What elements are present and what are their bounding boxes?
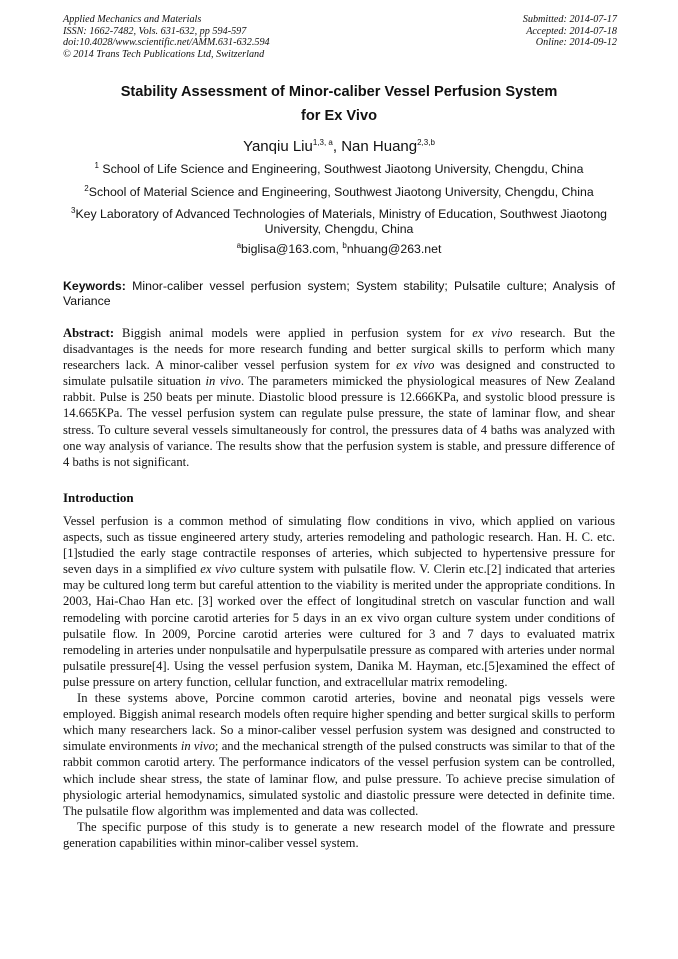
date-accepted: Accepted: 2014-07-18 [526,25,617,37]
affiliation-3-marker: 3 [70,205,76,215]
author-1: Yanqiu Liu [243,138,313,155]
keywords-text: Minor-caliber vessel perfusion system; System stability; Pulsatile culture; Analysis of Variance [63,279,615,308]
journal-info [63,14,270,60]
abstract [63,325,615,470]
journal-copyright: © 2014 Trans Tech Publications Ltd, Switzerland [63,48,265,60]
keywords-label: Keywords: [63,279,126,293]
date-online: Online: 2014-09-12 [535,37,617,49]
author-separator: , [332,138,342,155]
email-b[interactable]: nhuang@263.net [346,242,442,256]
intro-text: culture system with pulsatile flow. V. Clerin etc.[2] indicated that arteries may be cultured long term but careful attention to the viability is merited under the appropriate conditions. In 2003, Hai-Chao Han etc. [3] worked over the effect of longitudinal stretch on vascular function and wall remodeling with porcine carotid arteries for 5 days in an ex vivo organ culture system under conditions of pulsatile flow. In 2009, Porcine carotid arteries were cultured for 3 and 7 days to evaluated matrix remodeling in arteries under nonpulsatile and hyperpulsatile pressure as compared with arteries under normal pulsatile pressure[4]. Using the vessel perfusion system, Danika M. Hayman, etc.[5]examined the effect of pulse pressure on artery function, cellular function, and extracellular matrix remodeling. [63,562,615,689]
intro-paragraph-2 [63,690,615,819]
abstract-label: Abstract: [63,326,115,340]
title-line-2: for Ex Vivo [301,108,377,124]
publication-dates [523,14,617,49]
affiliation-1-marker: 1 [94,160,99,170]
email-b-marker: b [342,240,347,250]
journal-name: Applied Mechanics and Materials [63,14,202,25]
affiliation-1 [63,162,615,177]
intro-paragraph-3: The specific purpose of this study is to generate a new research model of the flowrate and pressure generation capabilities within minor-caliber vessel system. [63,819,615,850]
affiliation-3-text-1: Key Laboratory of Advanced Technologies of Materials, Ministry of Education, Southwest Jiaotong [75,207,608,221]
title-line-1: Stability Assessment of Minor-caliber Vessel Perfusion System [120,84,558,100]
intro-paragraph-1 [63,513,615,690]
email-a[interactable]: biglisa@163.com, [241,242,343,256]
intro-italic: in vivo [180,739,215,754]
abstract-text: Biggish animal models were applied in perfusion system for [114,326,473,340]
abstract-text: was designed and constructed to simulate pulsatile situation [63,358,616,389]
email-a-marker: a [236,240,242,250]
keywords [63,279,615,309]
affiliation-2-marker: 2 [84,183,89,193]
abstract-italic: ex vivo [472,326,513,340]
intro-text: In these systems above, Porcine common carotid arteries, bovine and neonatal pigs vessels were employed. Biggish animal research models often require higher spending and better surgical skills to perform which many researchers lack. So a minor-caliber vessel perfusion system was designed and constructed to simulate environments [63,691,615,754]
abstract-italic: ex vivo [396,358,435,373]
paper-title [63,80,615,128]
author-list [63,136,615,158]
introduction-body [63,513,615,851]
section-heading-introduction: Introduction [63,490,134,505]
affiliation-2-text: School of Material Science and Engineering, Southwest Jiaotong University, Chengdu, China [88,185,594,199]
abstract-text: . The parameters mimicked the physiological measures of New Zealand rabbit. Pulse is 250 beats per minute. Diastolic blood pressure is 12.666KPa, and systolic blood pressure is 14.665KPa. The vessel perfusion system can regulate pulse pressure, the state of laminar flow, and shear stress. To culture several vessels simultaneously for control, the pressures data of 4 baths was analyzed with one way analysis of variance. The results show that the perfusion system is stable, and pressure difference of 4 baths is not significant. [63,374,616,469]
affiliation-3-text-2: University, Chengdu, China [264,222,414,236]
author-1-affil: 1,3, a [312,138,333,147]
abstract-text: research. But the disadvantages is the needs for more research funding and better surgical skills to perform which many researchers lack. A minor-caliber vessel perfusion system for [63,326,615,373]
journal-issn: ISSN: 1662-7482, Vols. 631-632, pp 594-597 [63,25,247,37]
intro-text: ; and the mechanical strength of the pulsed constructs was similar to that of the rabbit common carotid artery. The performance indicators of the vessel perfusion system can be controlled, which include shear stress, the state of laminar flow, and pulse pressure. To achieve precise simulation of physiologic arterial hemodynamics, simulated systolic and diastolic pressure were detected in definite time. The pulsatile flow algorithm was implemented and data was collected. [63,739,615,818]
affiliation-1-text: School of Life Science and Engineering, Southwest Jiaotong University, Chengdu, China [99,162,584,176]
affiliation-3 [63,207,615,237]
date-submitted: Submitted: 2014-07-17 [522,14,617,25]
intro-italic: ex vivo [200,562,237,577]
author-emails [63,242,615,257]
author-2-affil: 2,3,b [417,138,435,147]
journal-doi: doi:10.4028/www.scientific.net/AMM.631-632.594 [63,37,270,49]
author-2: Nan Huang [341,138,418,155]
abstract-italic: in vivo [205,374,241,389]
intro-text: Vessel perfusion is a common method of simulating flow conditions in vivo, which applied on various aspects, such as tissue engineered artery study, arteries remodeling and pathologic research. Han. H. C. etc. [1]studied the early stage contractile responses of arteries, which subjected to hypertensive pressure for seven days in a simplified [63,514,615,577]
affiliation-2 [63,185,615,200]
